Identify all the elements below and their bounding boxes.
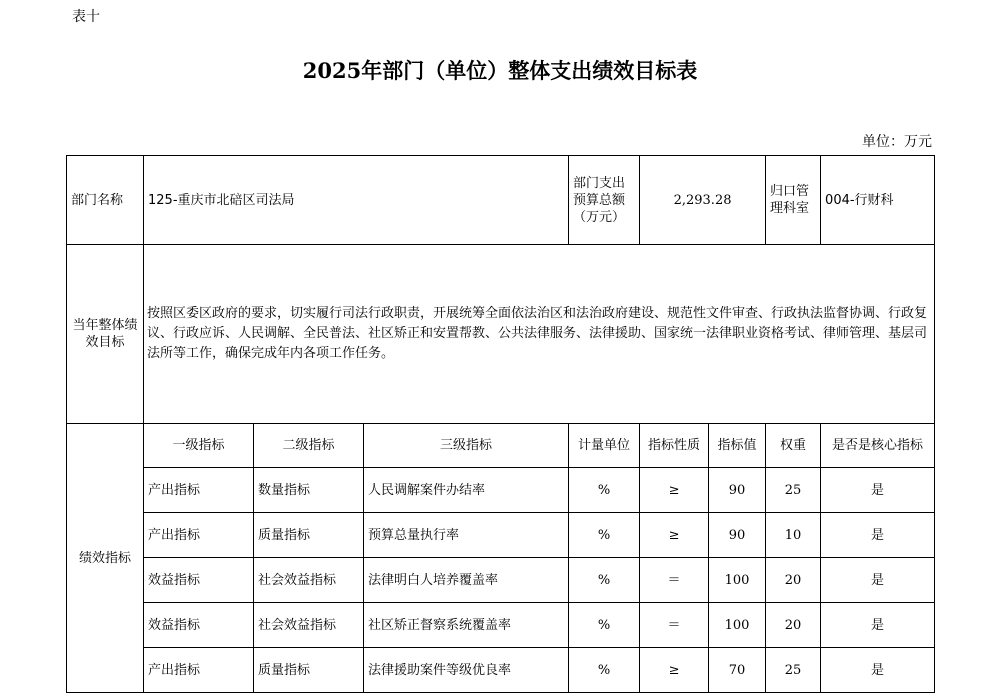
- dept-row: [67, 156, 935, 245]
- dept-name-value: 125-重庆市北碚区司法局: [144, 156, 569, 245]
- page-title: 2025年部门（单位）整体支出绩效目标表: [302, 58, 698, 83]
- core-cell: 是: [821, 603, 935, 648]
- goal-text: 按照区委区政府的要求，切实履行司法行政职责，开展统筹全面依法治区和法治政府建设、规范性文件审查、行政执法监督协调、行政复议、行政应诉、人民调解、全民普法、社区矫正和安置帮教、公共法律服务、法律援助、国家统一法律职业资格考试、律师管理、基层司法所等工作，确保完成年内各项工作任务。: [144, 245, 935, 424]
- level3-cell: 法律援助案件等级优良率: [364, 648, 569, 693]
- table-number: 表十: [72, 9, 100, 25]
- col-header-unit: 计量单位: [569, 424, 640, 468]
- level2-cell: 质量指标: [254, 513, 364, 558]
- level2-cell: 质量指标: [254, 648, 364, 693]
- nature-cell: ≥: [640, 648, 709, 693]
- level1-cell: 产出指标: [144, 468, 254, 513]
- value-cell: 100: [709, 558, 766, 603]
- office-label: 归口管理科室: [766, 156, 821, 245]
- col-header-level3: 三级指标: [364, 424, 569, 468]
- nature-cell: ＝: [640, 603, 709, 648]
- table-row: [67, 513, 935, 558]
- unit-cell: %: [569, 648, 640, 693]
- value-cell: 100: [709, 603, 766, 648]
- unit-cell: %: [569, 513, 640, 558]
- level3-cell: 法律明白人培养覆盖率: [364, 558, 569, 603]
- nature-cell: ＝: [640, 558, 709, 603]
- nature-cell: ≥: [640, 468, 709, 513]
- table-row: [67, 558, 935, 603]
- level1-cell: 产出指标: [144, 648, 254, 693]
- level1-cell: 效益指标: [144, 603, 254, 648]
- level2-cell: 社会效益指标: [254, 558, 364, 603]
- table-row: [67, 603, 935, 648]
- unit-cell: %: [569, 558, 640, 603]
- indicator-header-row: [67, 424, 935, 468]
- level1-cell: 产出指标: [144, 513, 254, 558]
- weight-cell: 25: [766, 468, 821, 513]
- value-cell: 90: [709, 513, 766, 558]
- goal-row: [67, 245, 935, 424]
- indicators-label: 绩效指标: [67, 424, 144, 693]
- nature-cell: ≥: [640, 513, 709, 558]
- budget-value: 2,293.28: [640, 156, 766, 245]
- col-header-level2: 二级指标: [254, 424, 364, 468]
- col-header-nature: 指标性质: [640, 424, 709, 468]
- budget-label: 部门支出预算总额（万元）: [569, 156, 640, 245]
- core-cell: 是: [821, 648, 935, 693]
- table-row: [67, 468, 935, 513]
- performance-table: [66, 155, 935, 693]
- table-row: [67, 648, 935, 693]
- goal-label: 当年整体绩效目标: [67, 245, 144, 424]
- unit-cell: %: [569, 468, 640, 513]
- level3-cell: 社区矫正督察系统覆盖率: [364, 603, 569, 648]
- level2-cell: 社会效益指标: [254, 603, 364, 648]
- dept-name-label: 部门名称: [67, 156, 144, 245]
- core-cell: 是: [821, 513, 935, 558]
- core-cell: 是: [821, 468, 935, 513]
- weight-cell: 25: [766, 648, 821, 693]
- level2-cell: 数量指标: [254, 468, 364, 513]
- level3-cell: 人民调解案件办结率: [364, 468, 569, 513]
- level1-cell: 效益指标: [144, 558, 254, 603]
- col-header-value: 指标值: [709, 424, 766, 468]
- office-value: 004-行财科: [821, 156, 935, 245]
- value-cell: 90: [709, 468, 766, 513]
- unit-cell: %: [569, 603, 640, 648]
- weight-cell: 10: [766, 513, 821, 558]
- weight-cell: 20: [766, 603, 821, 648]
- core-cell: 是: [821, 558, 935, 603]
- col-header-core: 是否是核心指标: [821, 424, 935, 468]
- value-cell: 70: [709, 648, 766, 693]
- col-header-level1: 一级指标: [144, 424, 254, 468]
- unit-label: 单位：万元: [862, 134, 932, 150]
- weight-cell: 20: [766, 558, 821, 603]
- col-header-weight: 权重: [766, 424, 821, 468]
- level3-cell: 预算总量执行率: [364, 513, 569, 558]
